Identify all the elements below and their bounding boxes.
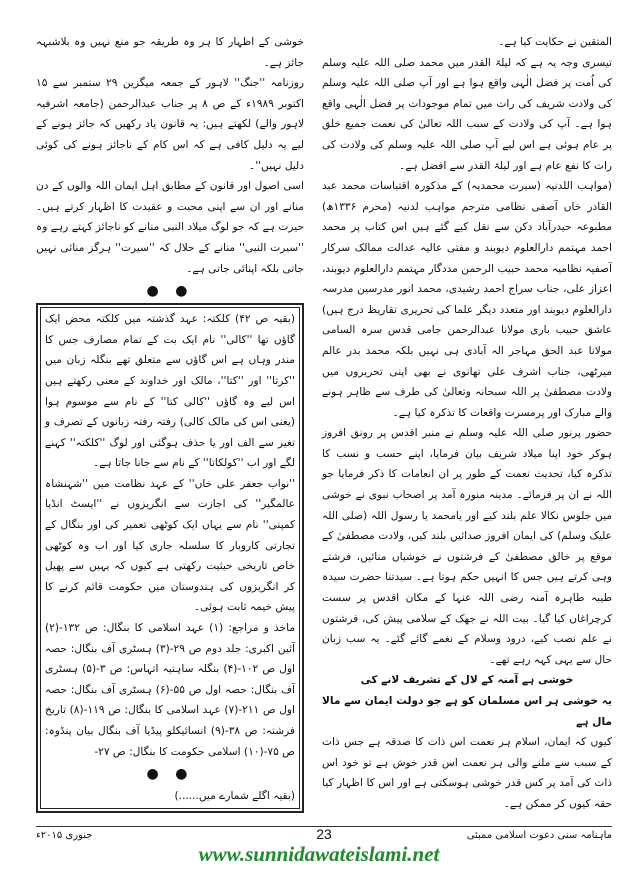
box-paragraph: (بقیہ ص ۴۲) کلکتہ: عہد گذشتہ میں کلکتہ محض ایک گاؤں تھا ''کالی'' نام ایک بت کے تمام مصارف جس کا مندر وہاں ہے اس گاؤں سے متعلق تھے بنگلہ زبان میں ''کرتا'' اور ''کتا''، مالک اور خداوند کے معنی رکھتے ہیں اس لیے وہ گاؤں ''کالی کتا'' کے نام سے موسوم ہوا (یعنی اس کی مالک کالی) رفتہ رفتہ زبانوں کے تصرف و تغیر سے الف اور یا حذف ہوگئی اور لوگ ''کلکتہ'' کہنے لگے اور اب ''کولکاتا'' کے نام سے جانا جاتا ہے۔ — [45, 313, 295, 470]
paragraph: کیوں کہ ایمان، اسلام ہر نعمت اس ذات کا صدقہ ہے جس ذات کے سبب سے ملنے والی ہر نعمت اس قدر خوش ہے تو خود اس ذات کی آمد پر کس قدر خوشی ہوسکتی ہے اور اس کا اظہار کیا حقہ کیوں کر ممکن ہے۔ — [322, 736, 612, 810]
paragraph: تیسری وجہ یہ ہے کہ لیلۃ القدر میں محمد صلی اللہ علیہ وسلم کی اُمت پر فضل الٰہی واقع ہوا ہے اور آپ صلی اللہ علیہ وسلم کی ولادت شریف کی رات میں تمام موجودات پر فضل الٰہی واقع ہوا ہے۔ آپ کی ولادت کے سبب اللہ تعالیٰ کی نعمت جمیع خلق پر عام ہوئی ہے اس لیے آپ صلی اللہ علیہ وسلم کی ولادت کی رات کا نفع عام ہے اور لیلۃ القدر سے افضل ہے۔ — [322, 56, 612, 172]
continuation-box — [36, 303, 304, 813]
page-number: 23 — [316, 826, 332, 842]
paragraph: حضور پرنور صلی اللہ علیہ وسلم نے منبر اقدس پر رونق افروز ہوکر خود اپنا میلاد شریف بیان فرمایا، اپنے حسب و نسب کا تذکرہ کیا، تحدیث نعمت کے طور پر ان انعامات کا ذکر فرمایا جو اللہ نے ان پر فرمائے۔ مدینہ منورہ آمد پر اصحاب نبوی نے خوشی میں جلوس نکالا علم بلند کیے اور یامحمد یا رسول اللہ (صلی اللہ علیک وسلم) کی ایمان افروز صدائیں بلند کیں، ولادت مصطفیٰ کے موقع پر خالق مصطفیٰ کے فرشتوں نے خوشیاں منائیں، فرشتے وہی کرتے ہیں جس کا انہیں حکم ہوتا ہے۔ سیدتنا حضرت سیدہ طیبہ طاہرہ آمنہ رضی اللہ عنہا کے مکان اقدس پر سست کرچراغاں کیا گیا۔ بیت اللہ نے جھک کے سلامی پیش کی، فرشتوں نے علم نصب کیے، درود وسلام کے نغمے گائے گئے۔ یہ سب زبان حال سے یہی کہہ رہے تھے۔ — [322, 427, 612, 666]
paragraph: روزنامہ ''جنگ'' لاہور کے جمعہ میگزین ۲۹ ستمبر سے ۱۵ اکتوبر ۱۹۸۹ء کے ص ۸ پر جناب عبدالرحمن (جامعہ اشرفیہ لاہور والے) لکھتے ہیں: یہ قانون یاد رکھیں کہ جائز ہونے کے لیے یہ دلیل کافی ہے کہ اس کام کے ناجائز ہونے کی کوئی دلیل نہیں''۔ — [36, 77, 304, 172]
website-link[interactable]: www.sunnidawateislami.net — [198, 842, 440, 866]
continued-note: (بقیہ اگلے شمارے میں......) — [174, 790, 295, 803]
paragraph: (مواہب اللدنیہ (سیرت محمدیہ) کے مذکورہ اقتباسات محمد عبد القادر خاں آصفی نظامی مترجم مواہب لدنیہ (محرم ۱۳۳۶ھ) مطبوعہ حیدرآباد دکن سے نقل کیے گئے ہیں اس کتاب پر محمد احمد مہتمم دارالعلوم دیوبند و مفتی عالیہ عدالت ممالک سرکار آصفیہ نظامیہ محمد حبیب الرحمن مددگار مہتمم دارالعلوم دیوبند، اعزاز علی، جناب سراج احمد رشیدی، محمد انور مدرسین مدرسہ دارالعلوم دیوبند اور متعدد دیگر علما کی تحریری تقاریظ درج ہیں) عاشق حبیب باری مولانا عبدالرحمن جامی قدس سرہ السامی مولانا عبد الحق مہاجر الہ آبادی ہی نہیں بلکہ محمد بدر عالم میرٹھی، جناب اشرف علی تھانوی نے بھی اپنی تحریروں میں ولادت مصطفیٰ پر اللہ سبحانہ وتعالیٰ کی طرف سے ظاہر ہونے والے مبارک اور پرمسرت واقعات کا تذکرہ کیا ہے۔ — [322, 180, 612, 419]
paragraph: اسی اصول اور قانون کے مطابق اہل ایمان اللہ والوں کے دن منانے اور ان سے اپنی محبت و عقیدت کا اظہار کرتے ہیں۔ حیرت ہے کہ جو لوگ میلاد النبی منانے کو ناجائز کہتے رہے وہ ''سیرت النبی'' منانے کے حلال کہ ''سیرت'' ہرگز منائی نہیں جاتی بلکہ اپنائی جاتی ہے۔ — [36, 180, 304, 275]
paragraph: خوشی کے اظہار کا ہر وہ طریقہ جو منع نہیں وہ بلاشبہہ جائز ہے۔ — [36, 36, 304, 69]
paragraph: المتقین نے حکایت کیا ہے۔ — [498, 36, 612, 48]
issue-date: جنوری ۲۰۱۵ء — [36, 830, 93, 841]
references: ماخذ و مراجع: (۱) عہد اسلامی کا بنگال: ص ۱۳۲-(۲) آئین اکبری: جلد دوم ص ۲۹-(۳) ہسٹری آف بنگال: حصہ اول ص ۱۰۲-(۴) بنگلہ ساہتیہ اتہاس: ص ۳-(۵) ہسٹری آف بنگال: حصہ اول ص ۵۵-(۶) ہسٹری آف بنگال: حصہ اول ص ۲۱۱-(۷) عہد اسلامی کا بنگال: ص ۱۱۹-(۸) تاریخ فرشتہ: ص ۳۸-(۹) انسائیکلو پیڈیا آف بنگال بیان پنڈوہ: ص ۷۵-(۱۰) اسلامی حکومت کا بنگال: ص ۲۷- — [45, 622, 295, 758]
box-paragraph: ''نواب جعفر علی خاں'' کے عہد نظامت میں ''شہنشاہ عالمگیر'' کی اجازت سے انگریزوں نے ''ایسٹ انڈیا کمپنی'' نام سے یہاں ایک کوٹھی تعمیر کی اور بنگال کے تجارتی کاروبار کا سلسلہ جاری کیا اور اب وہ کوٹھی خاص تاریخی حیثیت رکھتی ہے کیوں کہ یہیں سے پھیل کر انگریزوں کی ہندوستان میں حکومت قائم کرنے کا پیش خیمہ ثابت ہوئی۔ — [45, 477, 295, 614]
magazine-name: ماہنامہ سنی دعوت اسلامی ممبئی — [466, 830, 612, 841]
separator-dots: ● ● — [146, 766, 194, 783]
right-column — [322, 32, 612, 815]
left-column — [36, 32, 304, 813]
couplet-line: خوشی ہے آمنہ کے لال کے تشریف لانے کی — [360, 674, 574, 687]
separator-dots: ● ● — [146, 283, 194, 300]
couplet-line: یہ خوشی ہر اس مسلمان کو ہے جو دولت ایمان سے مالا مال ہے — [322, 695, 612, 728]
